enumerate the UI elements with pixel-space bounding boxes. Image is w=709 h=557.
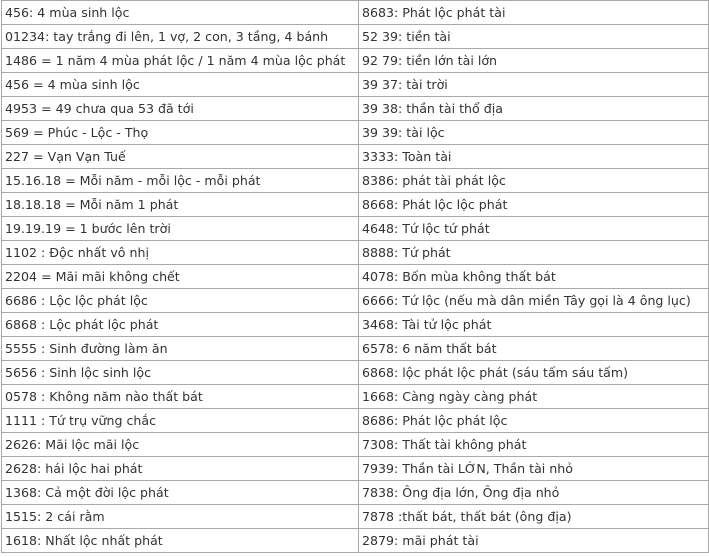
table-cell-left: 18.18.18 = Mỗi năm 1 phát — [2, 193, 359, 217]
table-row — [2, 529, 709, 553]
table-cell-right: 4648: Tứ lộc tứ phát — [359, 217, 709, 241]
table-body — [2, 1, 709, 553]
table-cell-left: 1111 : Tứ trụ vững chắc — [2, 409, 359, 433]
table-cell-right: 2879: mãi phát tài — [359, 529, 709, 553]
table-cell-left: 4953 = 49 chưa qua 53 đã tới — [2, 97, 359, 121]
table-row — [2, 481, 709, 505]
table-cell-right: 52 39: tiền tài — [359, 25, 709, 49]
table-row — [2, 25, 709, 49]
table-cell-left: 456 = 4 mùa sinh lộc — [2, 73, 359, 97]
table-cell-left: 6686 : Lộc lộc phát lộc — [2, 289, 359, 313]
table-row — [2, 385, 709, 409]
table-cell-left: 2628: hái lộc hai phát — [2, 457, 359, 481]
table-cell-left: 2204 = Mãi mãi không chết — [2, 265, 359, 289]
table-row — [2, 97, 709, 121]
table-row — [2, 265, 709, 289]
table-cell-left: 19.19.19 = 1 bước lên trời — [2, 217, 359, 241]
table-cell-left: 5656 : Sinh lộc sinh lộc — [2, 361, 359, 385]
table-cell-left: 15.16.18 = Mỗi năm - mỗi lộc - mỗi phát — [2, 169, 359, 193]
table-cell-right: 6868: lộc phát lộc phát (sáu tấm sáu tấm) — [359, 361, 709, 385]
table-cell-left: 1618: Nhất lộc nhất phát — [2, 529, 359, 553]
table-row — [2, 73, 709, 97]
table-row — [2, 313, 709, 337]
table-cell-right: 92 79: tiền lớn tài lớn — [359, 49, 709, 73]
table-cell-right: 3333: Toàn tài — [359, 145, 709, 169]
table-cell-left: 569 = Phúc - Lộc - Thọ — [2, 121, 359, 145]
table-cell-right: 4078: Bốn mùa không thất bát — [359, 265, 709, 289]
table-cell-right: 8386: phát tài phát lộc — [359, 169, 709, 193]
table-cell-right: 8683: Phát lộc phát tài — [359, 1, 709, 25]
table-cell-left: 1368: Cả một đời lộc phát — [2, 481, 359, 505]
table-cell-left: 6868 : Lộc phát lộc phát — [2, 313, 359, 337]
table-row — [2, 169, 709, 193]
table-cell-right: 3468: Tài tử lộc phát — [359, 313, 709, 337]
table-row — [2, 433, 709, 457]
table-row — [2, 217, 709, 241]
table-cell-right: 6666: Tứ lộc (nếu mà dân miền Tây gọi là 4 ông lục) — [359, 289, 709, 313]
table-cell-left: 5555 : Sinh đường làm ăn — [2, 337, 359, 361]
table-cell-left: 0578 : Không năm nào thất bát — [2, 385, 359, 409]
table-cell-right: 8888: Tứ phát — [359, 241, 709, 265]
table-cell-right: 39 39: tài lộc — [359, 121, 709, 145]
table-cell-right: 8686: Phát lộc phát lộc — [359, 409, 709, 433]
table-cell-right: 7939: Thần tài LỚN, Thần tài nhỏ — [359, 457, 709, 481]
table-row — [2, 1, 709, 25]
table-cell-left: 01234: tay trắng đi lên, 1 vợ, 2 con, 3 tầng, 4 bánh — [2, 25, 359, 49]
table-row — [2, 121, 709, 145]
table-cell-left: 227 = Vạn Vạn Tuế — [2, 145, 359, 169]
table-row — [2, 145, 709, 169]
table-cell-right: 39 38: thần tài thổ địa — [359, 97, 709, 121]
table-cell-right: 1668: Càng ngày càng phát — [359, 385, 709, 409]
table-row — [2, 409, 709, 433]
table-cell-left: 2626: Mãi lộc mãi lộc — [2, 433, 359, 457]
table-row — [2, 337, 709, 361]
table-cell-right: 8668: Phát lộc lộc phát — [359, 193, 709, 217]
table-row — [2, 361, 709, 385]
table-row — [2, 457, 709, 481]
table-cell-left: 1486 = 1 năm 4 mùa phát lộc / 1 năm 4 mùa lộc phát — [2, 49, 359, 73]
table-row — [2, 49, 709, 73]
table-cell-right: 7878 :thất bát, thất bát (ông địa) — [359, 505, 709, 529]
table-row — [2, 193, 709, 217]
table-cell-right: 39 37: tài trời — [359, 73, 709, 97]
number-meaning-table — [1, 0, 709, 553]
table-row — [2, 241, 709, 265]
table-cell-left: 1102 : Độc nhất vô nhị — [2, 241, 359, 265]
table-cell-right: 7838: Ông địa lớn, Ông địa nhỏ — [359, 481, 709, 505]
table-row — [2, 289, 709, 313]
table-cell-right: 6578: 6 năm thất bát — [359, 337, 709, 361]
table-row — [2, 505, 709, 529]
table-cell-left: 456: 4 mùa sinh lộc — [2, 1, 359, 25]
table-cell-left: 1515: 2 cái rằm — [2, 505, 359, 529]
table-cell-right: 7308: Thất tài không phát — [359, 433, 709, 457]
